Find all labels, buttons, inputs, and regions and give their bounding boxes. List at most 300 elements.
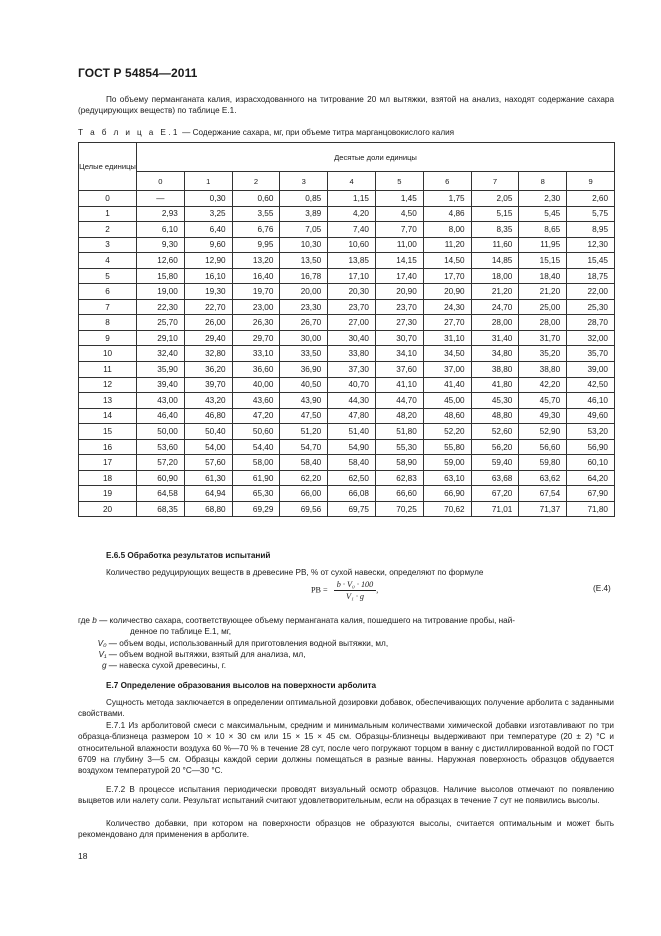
table-cell: 27,30 — [375, 315, 423, 331]
table-cell: 6,10 — [137, 222, 185, 238]
table-cell: 62,20 — [280, 470, 328, 486]
table-cell: 16,78 — [280, 268, 328, 284]
column-header-8: 8 — [519, 172, 567, 191]
table-cell: 42,20 — [519, 377, 567, 393]
table-cell: 46,10 — [567, 393, 615, 409]
table-row — [79, 501, 615, 517]
row-label: 12 — [79, 377, 137, 393]
row-label: 1 — [79, 206, 137, 222]
table-cell: 9,30 — [137, 237, 185, 253]
column-header-0: 0 — [137, 172, 185, 191]
row-header-label: Целые единицы — [79, 162, 136, 171]
table-cell: 23,30 — [280, 299, 328, 315]
table-cell: 25,70 — [137, 315, 185, 331]
table-cell: 20,90 — [375, 284, 423, 300]
table-cell: 20,90 — [423, 284, 471, 300]
table-cell: 7,70 — [375, 222, 423, 238]
table-cell: 32,80 — [184, 346, 232, 362]
row-label: 14 — [79, 408, 137, 424]
table-cell: 60,90 — [137, 470, 185, 486]
row-label: 13 — [79, 393, 137, 409]
table-cell: 64,94 — [184, 486, 232, 502]
table-cell: 62,83 — [375, 470, 423, 486]
row-label: 17 — [79, 455, 137, 471]
table-cell: 39,70 — [184, 377, 232, 393]
formula-end: , — [376, 585, 379, 595]
table-cell: 41,40 — [423, 377, 471, 393]
table-row — [79, 424, 615, 440]
table-cell: 12,60 — [137, 253, 185, 269]
table-cell: 19,70 — [232, 284, 280, 300]
table-cell: 0,30 — [184, 191, 232, 207]
where-sym-b: b — — [92, 616, 108, 625]
table-cell: 28,00 — [519, 315, 567, 331]
table-cell: 35,70 — [567, 346, 615, 362]
where-lead: где — [78, 616, 90, 625]
table-row — [79, 470, 615, 486]
table-cell: 4,86 — [423, 206, 471, 222]
table-cell: 35,90 — [137, 362, 185, 378]
table-cell: 36,60 — [232, 362, 280, 378]
row-label: 18 — [79, 470, 137, 486]
table-cell: 8,95 — [567, 222, 615, 238]
table-cell: 51,20 — [280, 424, 328, 440]
table-cell: 32,00 — [567, 330, 615, 346]
table-cell: 43,00 — [137, 393, 185, 409]
table-cell: 39,40 — [137, 377, 185, 393]
table-cell: 35,20 — [519, 346, 567, 362]
table-cell: 37,30 — [328, 362, 376, 378]
table-cell: 10,60 — [328, 237, 376, 253]
table-cell: 66,00 — [280, 486, 328, 502]
section-e7-p4: Количество добавки, при котором на поверхности образцов не образуются высолы, считается оптимальным и может быть рекомендовано для применения в арболите. — [78, 819, 614, 840]
table-cell: 31,70 — [519, 330, 567, 346]
intro-paragraph: По объему перманганата калия, израсходованного на титрование 20 мл вытяжки, взятой на анализ, находят содержание сахара (редуцирующих веществ) по таблице Е.1. — [78, 95, 614, 116]
table-cell: 8,00 — [423, 222, 471, 238]
table-cell: 31,10 — [423, 330, 471, 346]
table-cell: 6,76 — [232, 222, 280, 238]
table-cell: 38,80 — [519, 362, 567, 378]
formula-e4 — [311, 580, 378, 601]
table-cell: 1,45 — [375, 191, 423, 207]
table-cell: 14,50 — [423, 253, 471, 269]
table-cell: 42,50 — [567, 377, 615, 393]
table-cell: 61,30 — [184, 470, 232, 486]
table-cell: 1,15 — [328, 191, 376, 207]
table-cell: 52,20 — [423, 424, 471, 440]
row-label: 4 — [79, 253, 137, 269]
row-label: 2 — [79, 222, 137, 238]
table-cell: 11,20 — [423, 237, 471, 253]
table-cell: 29,40 — [184, 330, 232, 346]
column-header-6: 6 — [423, 172, 471, 191]
table-cell: 20,00 — [280, 284, 328, 300]
table-row — [79, 237, 615, 253]
column-header-row — [79, 172, 615, 191]
table-cell: 58,90 — [375, 455, 423, 471]
table-cell: 66,90 — [423, 486, 471, 502]
table-cell: 11,95 — [519, 237, 567, 253]
table-row — [79, 253, 615, 269]
table-cell: 53,20 — [567, 424, 615, 440]
table-cell: 16,10 — [184, 268, 232, 284]
table-cell: 40,00 — [232, 377, 280, 393]
section-e7-p3: Е.7.2 В процессе испытания периодически проводят визуальный осмотр образцов. Наличие высолов отмечают по появлению выцветов или налету соли. Результат испытаний считают удовлетворительным, если на образцах в течение 7 сут не появились высолы. — [78, 785, 614, 806]
table-cell: 45,30 — [471, 393, 519, 409]
table-cell: 22,70 — [184, 299, 232, 315]
table-cell: 16,40 — [232, 268, 280, 284]
table-cell: 59,40 — [471, 455, 519, 471]
section-e7-p2: Е.7.1 Из арболитовой смеси с максимальным, средним и минимальным количествами химической добавки изготавливают по три образца-близнеца размером 10 × 10 × 30 см или 15 × 15 × 45 см. Образцы-близнецы выдерживают при температуре (20 ± 2) °С и относительной влажности воздуха 60 %—70 % в течение 28 сут, после чего погружают торцом в ванну с дистиллированной водой по ГОСТ 6709 на глубину 3—5 см. Образцы каждой серии должны помещаться в разные ванны. Наружная поверхность образцов обдувается воздухом температурой 20 °С—30 °С. — [78, 721, 614, 776]
table-cell: 49,60 — [567, 408, 615, 424]
table-cell: 23,70 — [375, 299, 423, 315]
table-cell: 38,80 — [471, 362, 519, 378]
table-cell: 67,54 — [519, 486, 567, 502]
table-cell: 28,70 — [567, 315, 615, 331]
table-cell: 15,45 — [567, 253, 615, 269]
table-cell: 26,30 — [232, 315, 280, 331]
table-cell: 46,40 — [137, 408, 185, 424]
row-label: 6 — [79, 284, 137, 300]
table-cell: 64,20 — [567, 470, 615, 486]
table-cell: 9,95 — [232, 237, 280, 253]
table-cell: 44,30 — [328, 393, 376, 409]
table-cell: 36,90 — [280, 362, 328, 378]
where-sym-g: g — — [101, 661, 117, 671]
table-caption-text: — Содержание сахара, мг, при объеме титра марганцовокислого калия — [179, 128, 455, 137]
table-cell: 71,80 — [567, 501, 615, 517]
table-cell: 30,70 — [375, 330, 423, 346]
table-cell: 33,10 — [232, 346, 280, 362]
table-cell: 51,40 — [328, 424, 376, 440]
table-cell: 59,80 — [519, 455, 567, 471]
table-cell: 71,37 — [519, 501, 567, 517]
table-cell: 56,60 — [519, 439, 567, 455]
section-e7-heading: Е.7 Определение образования высолов на поверхности арболита — [106, 681, 377, 690]
column-header-7: 7 — [471, 172, 519, 191]
table-cell: 30,00 — [280, 330, 328, 346]
table-cell: 54,70 — [280, 439, 328, 455]
table-cell: 67,90 — [567, 486, 615, 502]
table-cell: 29,10 — [137, 330, 185, 346]
where-item-v1 — [78, 649, 615, 660]
column-header-3: 3 — [280, 172, 328, 191]
table-cell: 54,00 — [184, 439, 232, 455]
row-header-cell — [79, 143, 137, 191]
table-cell: 34,10 — [375, 346, 423, 362]
where-sym-v1: V₁ — — [98, 649, 117, 659]
where-item-g — [78, 660, 615, 671]
table-cell: 50,00 — [137, 424, 185, 440]
table-cell: 23,00 — [232, 299, 280, 315]
table-cell: 43,20 — [184, 393, 232, 409]
table-cell: 14,15 — [375, 253, 423, 269]
table-cell: 70,25 — [375, 501, 423, 517]
table-cell: 56,20 — [471, 439, 519, 455]
table-cell: 15,15 — [519, 253, 567, 269]
table-cell: 58,40 — [280, 455, 328, 471]
table-cell: 60,10 — [567, 455, 615, 471]
equation-number: (Е.4) — [593, 584, 611, 593]
table-cell: 68,35 — [137, 501, 185, 517]
row-label: 5 — [79, 268, 137, 284]
table-cell: 55,30 — [375, 439, 423, 455]
table-cell: 8,65 — [519, 222, 567, 238]
column-header-5: 5 — [375, 172, 423, 191]
table-cell: 69,29 — [232, 501, 280, 517]
table-caption — [78, 128, 454, 137]
table-cell: 47,20 — [232, 408, 280, 424]
table-cell: 18,00 — [471, 268, 519, 284]
table-cell: 0,60 — [232, 191, 280, 207]
row-label: 16 — [79, 439, 137, 455]
section-e65-heading: Е.6.5 Обработка результатов испытаний — [106, 551, 271, 560]
table-cell: 69,75 — [328, 501, 376, 517]
where-text-g: навеска сухой древесины, г. — [119, 661, 227, 671]
table-row — [79, 362, 615, 378]
table-row — [79, 191, 615, 207]
table-row — [79, 222, 615, 238]
group-header-cell — [137, 143, 615, 172]
table-row — [79, 455, 615, 471]
row-label: 10 — [79, 346, 137, 362]
document-title: ГОСТ Р 54854—2011 — [78, 66, 198, 80]
table-cell: 71,01 — [471, 501, 519, 517]
table-cell: 11,00 — [375, 237, 423, 253]
table-cell: 54,90 — [328, 439, 376, 455]
table-cell: 41,10 — [375, 377, 423, 393]
row-label: 9 — [79, 330, 137, 346]
where-list — [78, 615, 615, 671]
table-cell: 45,00 — [423, 393, 471, 409]
table-cell: 11,60 — [471, 237, 519, 253]
table-cell: 27,00 — [328, 315, 376, 331]
table-cell: 34,50 — [423, 346, 471, 362]
table-cell: 47,80 — [328, 408, 376, 424]
table-cell: 54,40 — [232, 439, 280, 455]
table-cell: 58,00 — [232, 455, 280, 471]
table-cell: 55,80 — [423, 439, 471, 455]
row-label: 11 — [79, 362, 137, 378]
table-cell: 57,60 — [184, 455, 232, 471]
table-cell: 58,40 — [328, 455, 376, 471]
table-cell: 13,50 — [280, 253, 328, 269]
table-cell: 68,80 — [184, 501, 232, 517]
where-cont-b: денное по таблице Е.1, мг, — [130, 627, 232, 637]
table-cell: 21,20 — [471, 284, 519, 300]
table-cell: 3,89 — [280, 206, 328, 222]
table-cell: 7,05 — [280, 222, 328, 238]
table-cell: 39,00 — [567, 362, 615, 378]
group-header-label: Десятые доли единицы — [334, 152, 417, 162]
table-cell: 0,85 — [280, 191, 328, 207]
table-cell: 32,40 — [137, 346, 185, 362]
table-cell: 28,00 — [471, 315, 519, 331]
table-cell: 41,80 — [471, 377, 519, 393]
section-e7-p1: Сущность метода заключается в определении оптимальной дозировки добавок, обеспечивающих получение арболита с заданными свойствами. — [78, 698, 614, 719]
column-header-2: 2 — [232, 172, 280, 191]
table-cell: 40,50 — [280, 377, 328, 393]
table-cell: 70,62 — [423, 501, 471, 517]
formula-denominator: V₁ · g — [345, 592, 365, 601]
table-cell: 44,70 — [375, 393, 423, 409]
table-cell: 65,30 — [232, 486, 280, 502]
table-row — [79, 408, 615, 424]
column-header-9: 9 — [567, 172, 615, 191]
row-label: 15 — [79, 424, 137, 440]
table-cell: 45,70 — [519, 393, 567, 409]
table-cell: 13,85 — [328, 253, 376, 269]
table-cell: 7,40 — [328, 222, 376, 238]
table-cell: 69,56 — [280, 501, 328, 517]
table-cell: 4,50 — [375, 206, 423, 222]
table-cell: 51,80 — [375, 424, 423, 440]
section-e65-text: Количество редуцирующих веществ в древесине РВ, % от сухой навески, определяют по формуле — [106, 568, 484, 577]
row-label: 8 — [79, 315, 137, 331]
table-cell: 6,40 — [184, 222, 232, 238]
table-cell: 37,60 — [375, 362, 423, 378]
table-cell: 43,60 — [232, 393, 280, 409]
table-cell: 2,93 — [137, 206, 185, 222]
table-cell: 24,30 — [423, 299, 471, 315]
column-header-4: 4 — [328, 172, 376, 191]
table-cell: 30,40 — [328, 330, 376, 346]
table-row — [79, 377, 615, 393]
table-cell: 66,60 — [375, 486, 423, 502]
table-row — [79, 284, 615, 300]
table-cell: 43,90 — [280, 393, 328, 409]
table-cell: 17,70 — [423, 268, 471, 284]
table-cell: 23,70 — [328, 299, 376, 315]
table-cell: 8,35 — [471, 222, 519, 238]
table-cell: 50,40 — [184, 424, 232, 440]
table-cell: 9,60 — [184, 237, 232, 253]
table-cell: 18,75 — [567, 268, 615, 284]
table-cell: 61,90 — [232, 470, 280, 486]
table-cell: 3,25 — [184, 206, 232, 222]
table-cell: 14,85 — [471, 253, 519, 269]
table-cell: 27,70 — [423, 315, 471, 331]
row-label: 20 — [79, 501, 137, 517]
table-cell: 1,75 — [423, 191, 471, 207]
where-text-b: количество сахара, соответствующее объему перманганата калия, пошедшего на титрование пробы, най- — [109, 616, 516, 625]
table-cell: 66,08 — [328, 486, 376, 502]
table-cell: 25,00 — [519, 299, 567, 315]
table-cell: 3,55 — [232, 206, 280, 222]
table-row — [79, 346, 615, 362]
table-cell: 47,50 — [280, 408, 328, 424]
table-cell: 17,40 — [375, 268, 423, 284]
table-row — [79, 439, 615, 455]
table-cell: 12,90 — [184, 253, 232, 269]
table-cell: 29,70 — [232, 330, 280, 346]
table-cell: 26,00 — [184, 315, 232, 331]
where-sym-v0: V₀ — — [97, 638, 117, 648]
table-row — [79, 486, 615, 502]
table-cell: 10,30 — [280, 237, 328, 253]
table-cell: 19,00 — [137, 284, 185, 300]
formula-numerator: b · V₀ · 100 — [334, 580, 377, 591]
table-cell: 52,60 — [471, 424, 519, 440]
table-caption-prefix: Т а б л и ц а Е.1 — [78, 128, 180, 137]
table-cell: 52,90 — [519, 424, 567, 440]
table-cell: 20,30 — [328, 284, 376, 300]
table-cell: 21,20 — [519, 284, 567, 300]
table-cell: 33,80 — [328, 346, 376, 362]
table-cell: 2,60 — [567, 191, 615, 207]
table-cell: 33,50 — [280, 346, 328, 362]
table-cell: — — [137, 191, 185, 207]
table-cell: 48,60 — [423, 408, 471, 424]
table-cell: 19,30 — [184, 284, 232, 300]
table-cell: 57,20 — [137, 455, 185, 471]
table-cell: 48,80 — [471, 408, 519, 424]
table-cell: 2,30 — [519, 191, 567, 207]
table-cell: 25,30 — [567, 299, 615, 315]
table-cell: 18,40 — [519, 268, 567, 284]
where-text-v0: объем воды, использованный для приготовления водной вытяжки, мл, — [119, 638, 389, 648]
table-row — [79, 393, 615, 409]
sugar-content-table — [78, 142, 615, 517]
row-label: 3 — [79, 237, 137, 253]
where-text-v1: объем водной вытяжки, взятый для анализа, мл, — [119, 649, 306, 659]
table-cell: 63,10 — [423, 470, 471, 486]
table-cell: 5,15 — [471, 206, 519, 222]
table-cell: 12,30 — [567, 237, 615, 253]
table-body — [79, 191, 615, 517]
table-cell: 40,70 — [328, 377, 376, 393]
table-cell: 59,00 — [423, 455, 471, 471]
table-cell: 67,20 — [471, 486, 519, 502]
table-cell: 15,80 — [137, 268, 185, 284]
table-cell: 56,90 — [567, 439, 615, 455]
table-cell: 2,05 — [471, 191, 519, 207]
table-cell: 34,80 — [471, 346, 519, 362]
table-cell: 62,50 — [328, 470, 376, 486]
table-row — [79, 330, 615, 346]
table-row — [79, 206, 615, 222]
table-cell: 22,00 — [567, 284, 615, 300]
table-cell: 31,40 — [471, 330, 519, 346]
table-cell: 5,45 — [519, 206, 567, 222]
table-cell: 49,30 — [519, 408, 567, 424]
table-cell: 63,68 — [471, 470, 519, 486]
formula-fraction — [334, 580, 377, 601]
table-cell: 5,75 — [567, 206, 615, 222]
table-cell: 36,20 — [184, 362, 232, 378]
table-cell: 50,60 — [232, 424, 280, 440]
table-row — [79, 299, 615, 315]
where-item-b — [78, 615, 615, 626]
column-header-1: 1 — [184, 172, 232, 191]
table-cell: 64,58 — [137, 486, 185, 502]
table-cell: 4,20 — [328, 206, 376, 222]
table-cell: 24,70 — [471, 299, 519, 315]
table-cell: 37,00 — [423, 362, 471, 378]
table-row — [79, 268, 615, 284]
table-cell: 26,70 — [280, 315, 328, 331]
table-cell: 46,80 — [184, 408, 232, 424]
table-cell: 22,30 — [137, 299, 185, 315]
table-cell: 13,20 — [232, 253, 280, 269]
table-cell: 17,10 — [328, 268, 376, 284]
row-label: 0 — [79, 191, 137, 207]
table-cell: 48,20 — [375, 408, 423, 424]
where-item-v0 — [78, 638, 615, 649]
table-cell: 53,60 — [137, 439, 185, 455]
table-row — [79, 315, 615, 331]
row-label: 7 — [79, 299, 137, 315]
